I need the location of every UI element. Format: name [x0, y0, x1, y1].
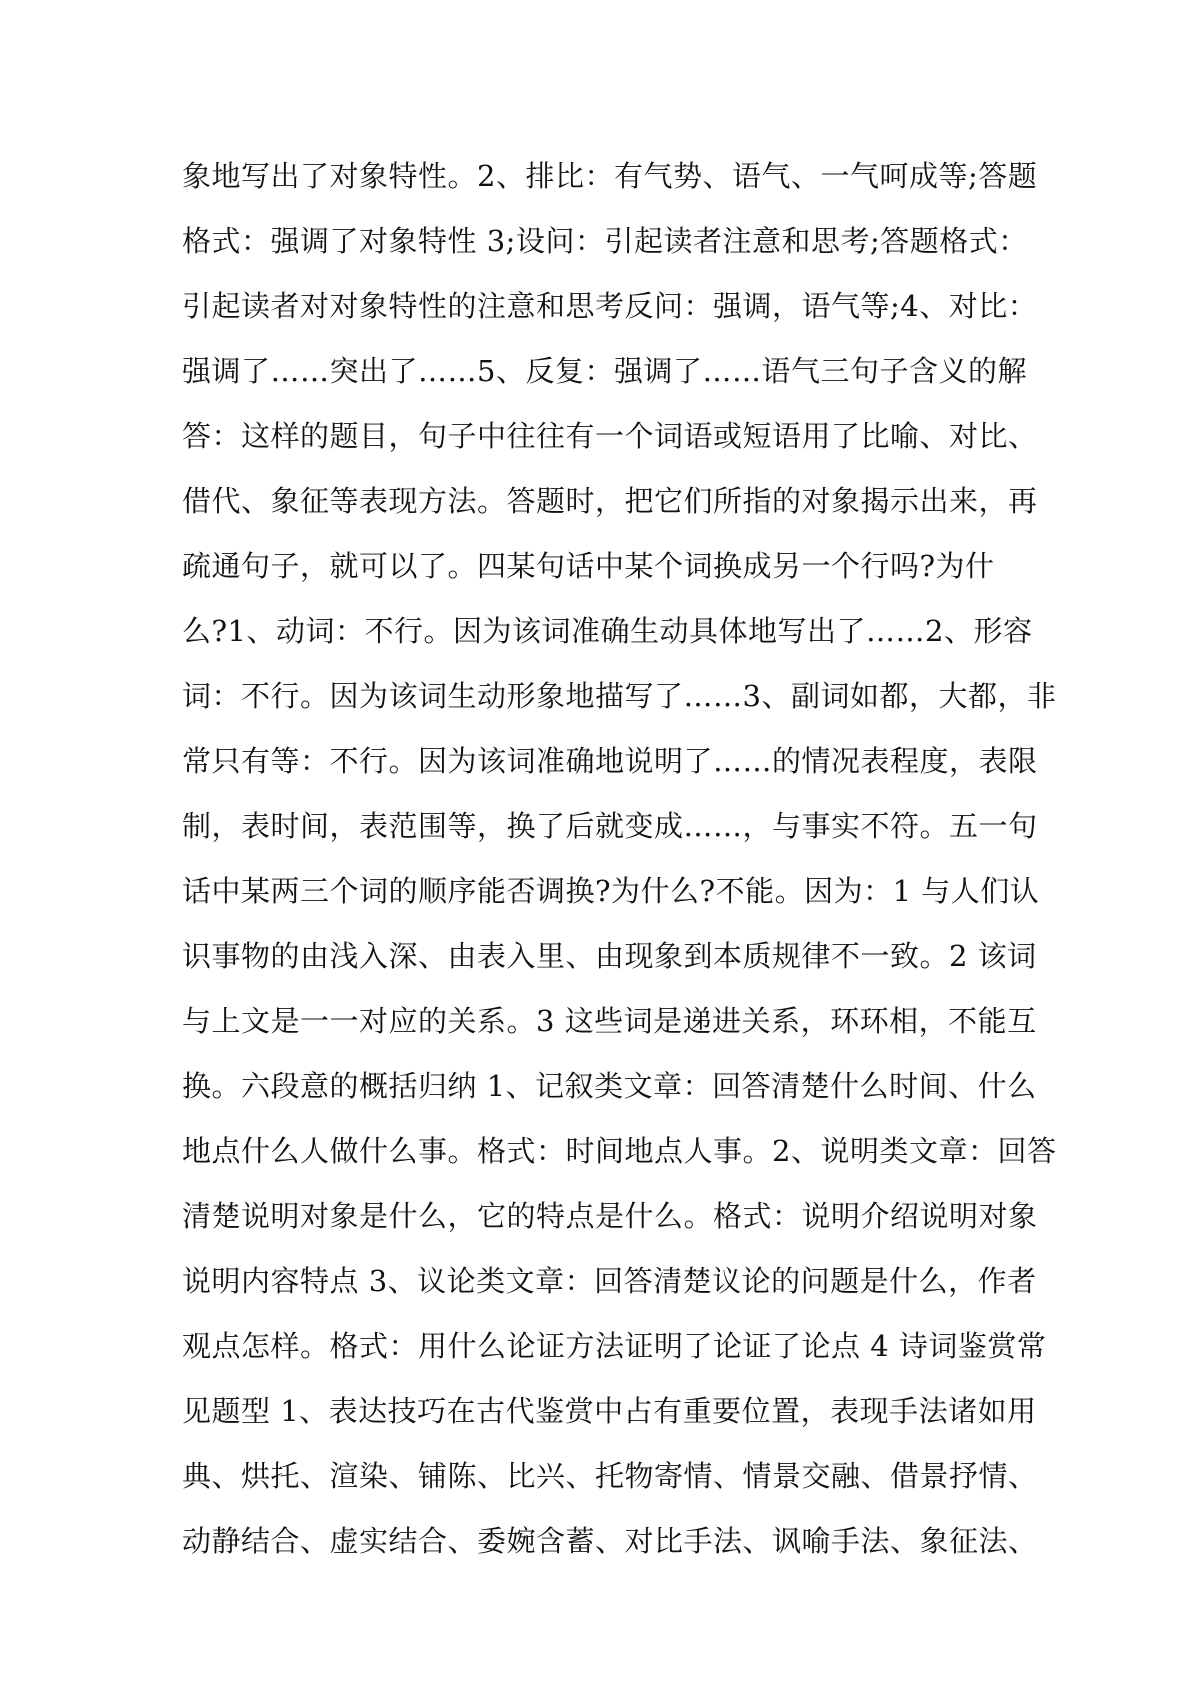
text-line-6: 借代、象征等表现方法。答题时，把它们所指的对象揭示出来，再 [182, 484, 1038, 518]
text-line-17: 清楚说明对象是什么，它的特点是什么。格式：说明介绍说明对象 [182, 1199, 1038, 1233]
text-line-22: 动静结合、虚实结合、委婉含蓄、对比手法、讽喻手法、象征法、 [182, 1524, 1038, 1558]
text-line-3: 引起读者对对象特性的注意和思考反问：强调，语气等;4、对比： [182, 289, 1038, 323]
text-line-4: 强调了……突出了……5、反复：强调了……语气三句子含义的解 [182, 354, 1027, 388]
text-line-20: 见题型 1、表达技巧在古代鉴赏中占有重要位置，表现手法诸如用 [182, 1394, 1037, 1428]
text-line-11: 制，表时间，表范围等，换了后就变成……，与事实不符。五一句 [182, 809, 1038, 843]
text-line-2: 格式：强调了对象特性 3;设问：引起读者注意和思考;答题格式： [182, 224, 1028, 258]
text-line-19: 观点怎样。格式：用什么论证方法证明了论证了论点 4 诗词鉴赏常 [182, 1329, 1047, 1363]
text-line-14: 与上文是一一对应的关系。3 这些词是递进关系，环环相，不能互 [182, 1004, 1037, 1038]
text-line-7: 疏通句子，就可以了。四某句话中某个词换成另一个行吗?为什 [182, 549, 995, 583]
text-line-13: 识事物的由浅入深、由表入里、由现象到本质规律不一致。2 该词 [182, 939, 1037, 973]
text-line-5: 答：这样的题目，句子中往往有一个词语或短语用了比喻、对比、 [182, 419, 1038, 453]
text-line-12: 话中某两三个词的顺序能否调换?为什么?不能。因为：1 与人们认 [182, 874, 1040, 908]
text-line-21: 典、烘托、渲染、铺陈、比兴、托物寄情、情景交融、借景抒情、 [182, 1459, 1038, 1493]
text-line-16: 地点什么人做什么事。格式：时间地点人事。2、说明类文章：回答 [182, 1134, 1057, 1168]
body-text [182, 148, 1057, 1578]
text-line-1: 象地写出了对象特性。2、排比：有气势、语气、一气呵成等;答题 [182, 159, 1038, 193]
text-line-8: 么?1、动词：不行。因为该词准确生动具体地写出了……2、形容 [182, 614, 1033, 648]
text-line-9: 词：不行。因为该词生动形象地描写了……3、副词如都，大都，非 [182, 679, 1057, 713]
text-line-15: 换。六段意的概括归纳 1、记叙类文章：回答清楚什么时间、什么 [182, 1069, 1037, 1103]
text-line-10: 常只有等：不行。因为该词准确地说明了……的情况表程度，表限 [182, 744, 1038, 778]
text-line-18: 说明内容特点 3、议论类文章：回答清楚议论的问题是什么，作者 [182, 1264, 1037, 1298]
